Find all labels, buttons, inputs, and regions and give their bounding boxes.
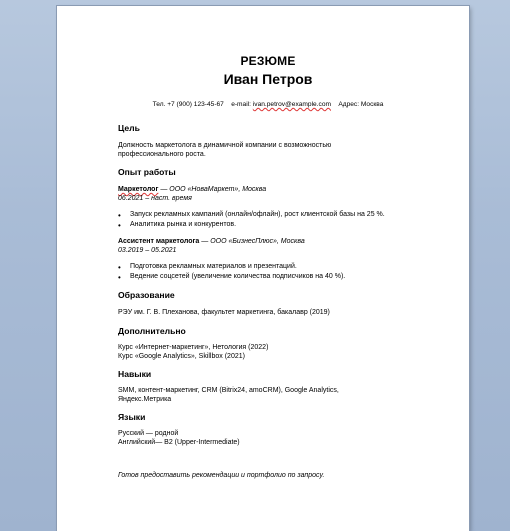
job-2-dates: 03.2019 – 05.2021 [118, 247, 177, 254]
skills-line-1: SMM, контент-маркетинг, CRM (Bitrix24, amoCRM), Google Analytics, [118, 387, 339, 394]
job-2-title: Ассистент маркетолога [118, 238, 200, 245]
job-2-company: — ООО «БизнесПлюс», Москва [199, 238, 305, 245]
goal-line-1: Должность маркетолога в динамичной компании с возможностью [118, 142, 332, 149]
contact-address: Адрес: Москва [338, 101, 384, 108]
section-heading-education: Образование [118, 290, 175, 300]
bullet-icon: • [118, 221, 121, 230]
goal-line-2: профессионального роста. [118, 151, 206, 158]
candidate-name: Иван Петров [223, 71, 313, 87]
bullet-icon: • [118, 263, 121, 272]
document-title: РЕЗЮМЕ [240, 54, 296, 68]
section-heading-skills: Навыки [118, 369, 152, 379]
contact-line [118, 101, 418, 108]
contact-email[interactable]: ivan.petrov@example.com [252, 101, 331, 108]
job-1-title: Маркетолог [118, 186, 159, 193]
job-1-bullet-1: Запуск рекламных кампаний (онлайн/офлайн), рост клиентской базы на 25 %. [130, 211, 385, 218]
job-2-bullet-2: Ведение соцсетей (увеличение количества подписчиков на 40 %). [130, 273, 346, 280]
languages-line-1: Русский — родной [118, 430, 179, 437]
additional-line-2: Курс «Google Analytics», Skillbox (2021) [118, 353, 245, 360]
contact-phone: Тел. +7 (900) 123-45-67 [152, 101, 224, 108]
job-2-bullet-1: Подготовка рекламных материалов и презентаций. [130, 263, 297, 270]
additional-line-1: Курс «Интернет-маркетинг», Нетология (2022) [118, 344, 269, 351]
job-1-dates: 06.2021 – наст. время [118, 195, 192, 202]
document-page [57, 6, 469, 531]
section-heading-experience: Опыт работы [118, 167, 176, 177]
footer-note: Готов предоставить рекомендации и портфолио по запросу. [118, 472, 325, 479]
contact-email-label: e-mail: [231, 101, 251, 108]
section-heading-languages: Языки [118, 412, 146, 422]
skills-line-2: Яндекс.Метрика [118, 396, 172, 403]
education-text: РЭУ им. Г. В. Плеханова, факультет маркетинга, бакалавр (2019) [118, 309, 330, 316]
bullet-icon: • [118, 211, 121, 220]
languages-line-2: Английский— B2 (Upper-Intermediate) [118, 439, 240, 446]
job-1-company: — ООО «НоваМаркет», Москва [158, 186, 267, 193]
section-heading-goal: Цель [118, 123, 140, 133]
bullet-icon: • [118, 273, 121, 282]
section-heading-additional: Дополнительно [118, 326, 186, 336]
job-1-bullet-2: Аналитика рынка и конкурентов. [130, 221, 237, 228]
